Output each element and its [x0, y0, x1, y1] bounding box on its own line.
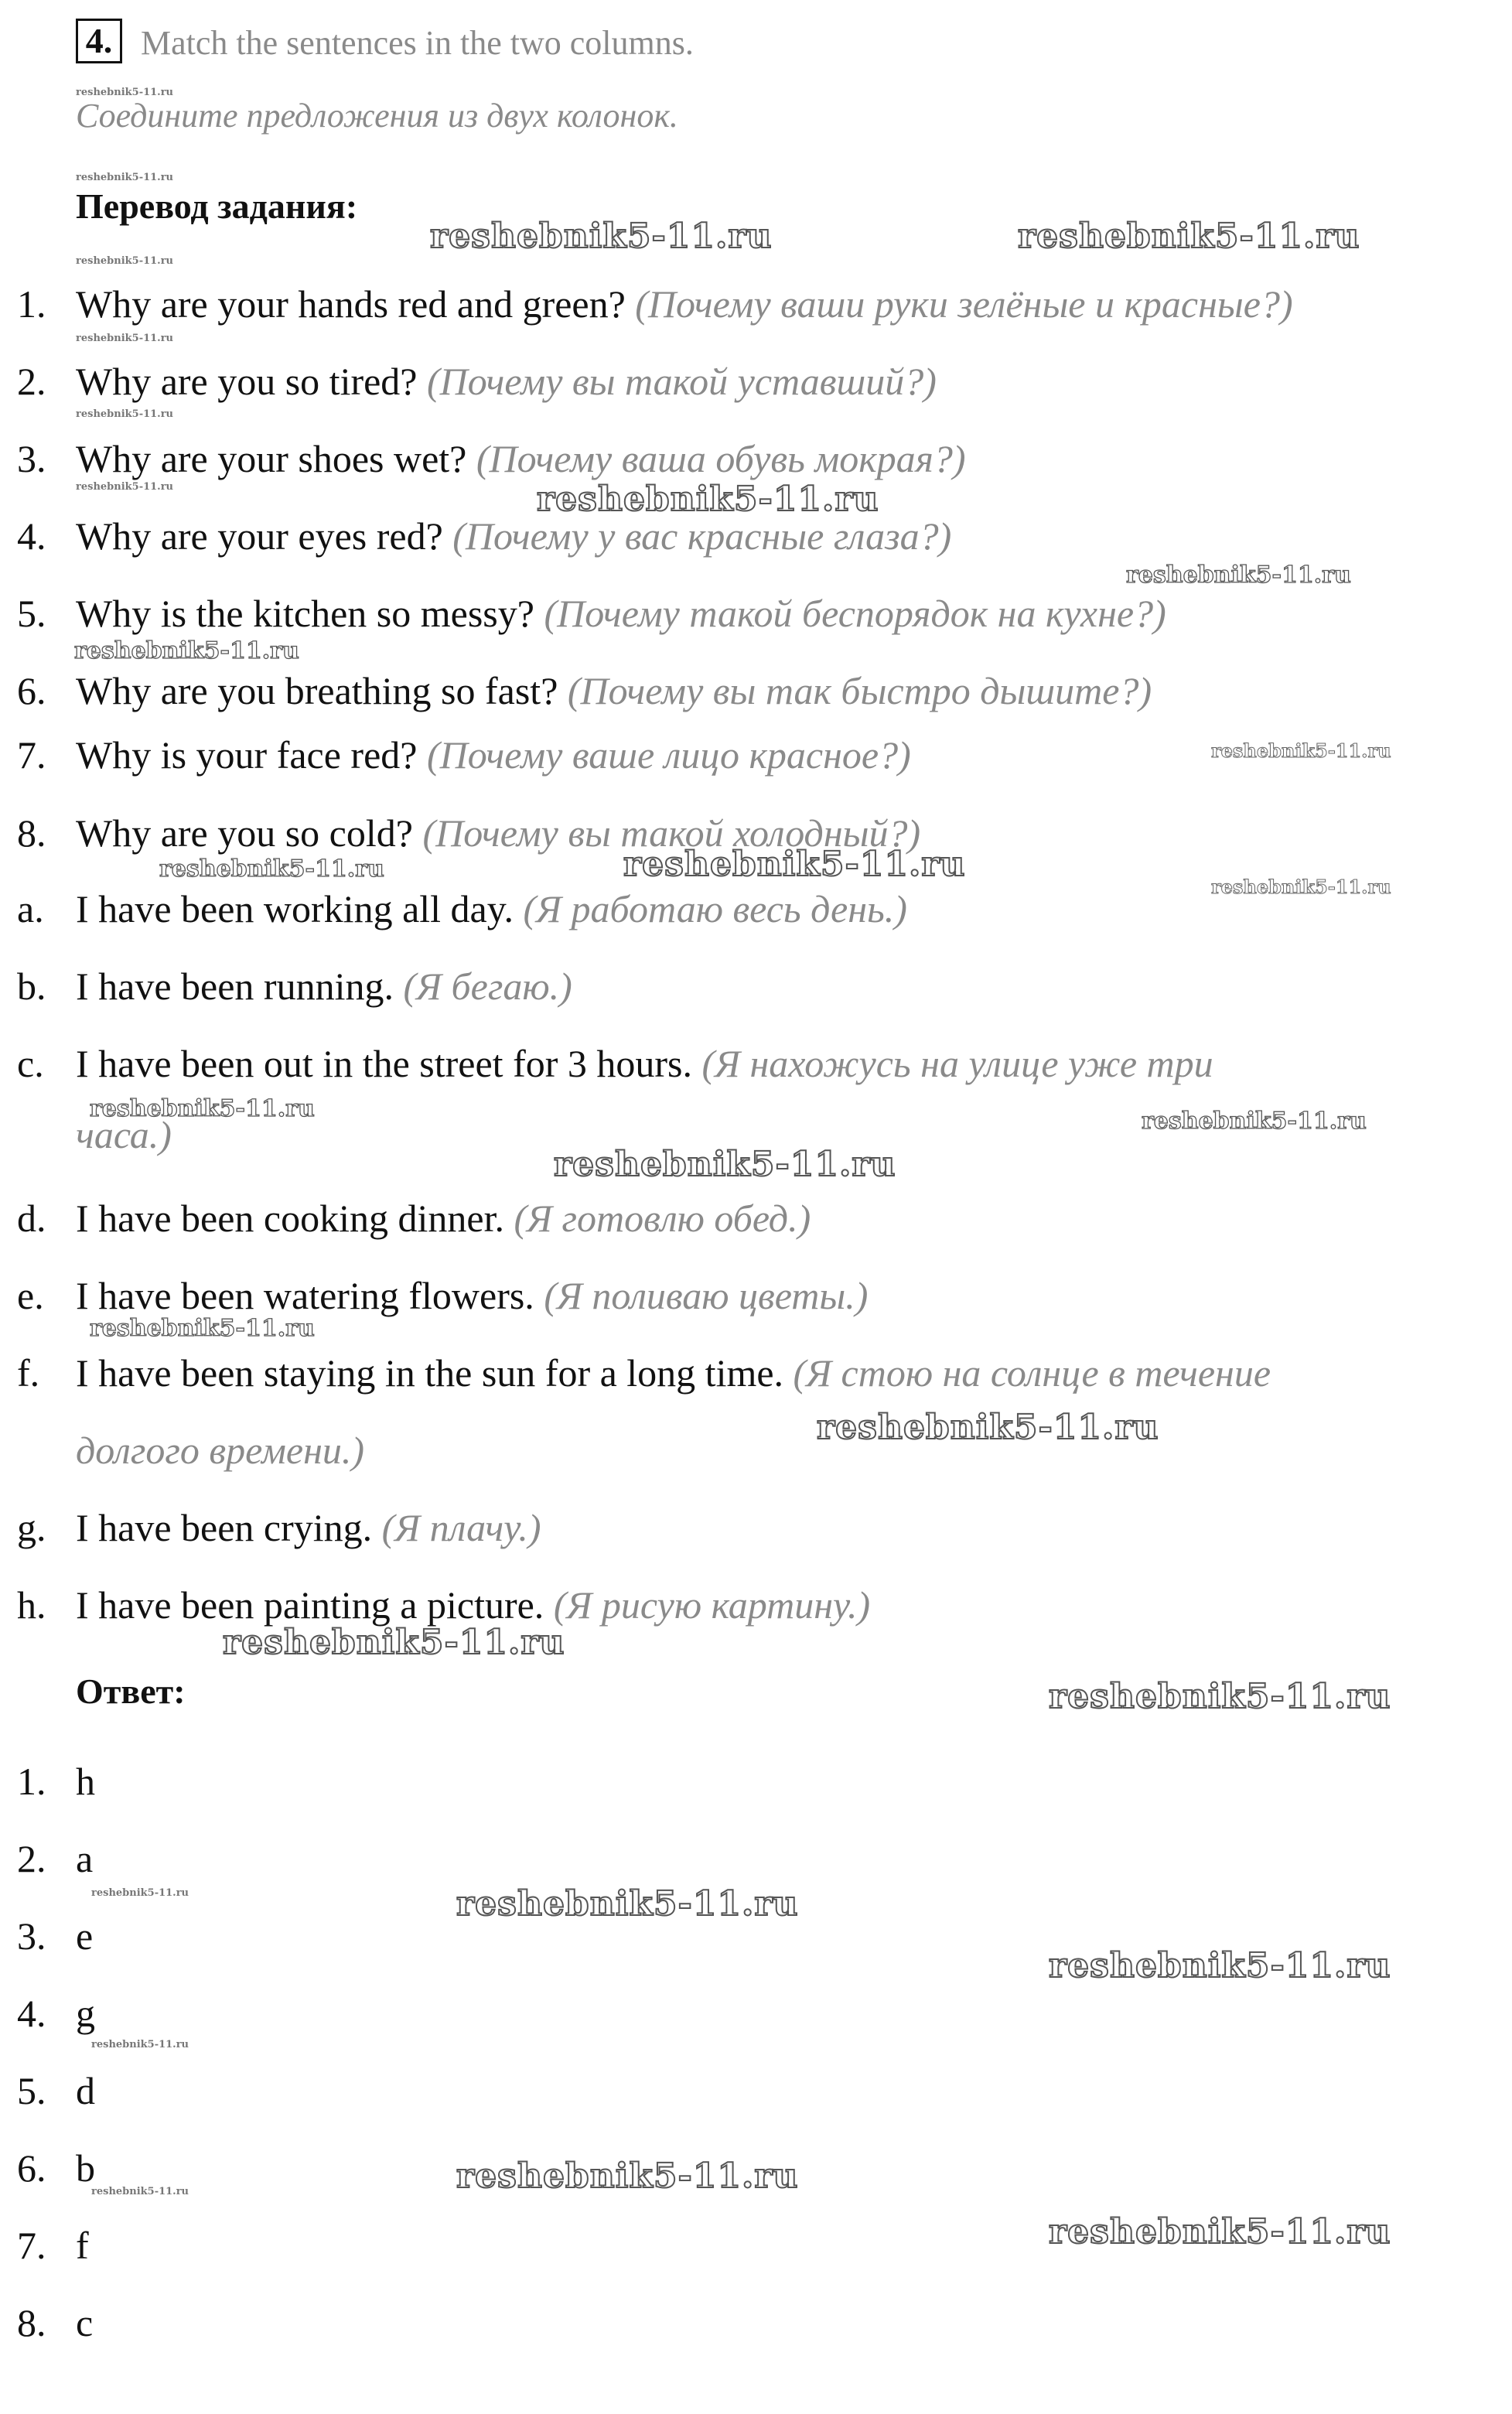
question-ru: (Почему ваша обувь мокрая?)	[476, 437, 966, 480]
question-marker: 3.	[17, 437, 46, 480]
response-ru: (Я стою на солнце в течение	[793, 1351, 1271, 1395]
answer-value: a	[76, 1837, 94, 1880]
question-ru: (Почему ваше лицо красное?)	[426, 733, 911, 777]
question-ru: (Почему вы такой уставший?)	[427, 360, 937, 403]
watermark: reshebnik5-11.ru	[456, 2156, 799, 2196]
watermark: reshebnik5-11.ru	[74, 637, 299, 664]
watermark: reshebnik5-11.ru	[1049, 1677, 1391, 1716]
translation-heading: Перевод задания:	[76, 186, 358, 226]
question-en: Why are you so tired?	[76, 360, 418, 403]
question-ru: (Почему вы такой холодный?)	[422, 811, 921, 855]
watermark: reshebnik5-11.ru	[1049, 2212, 1391, 2252]
watermark: reshebnik5-11.ru	[1211, 876, 1391, 898]
answer-value: d	[76, 2069, 95, 2112]
question-en: Why are your hands red and green?	[76, 282, 626, 326]
response-ru: (Я работаю весь день.)	[523, 887, 907, 930]
watermark: reshebnik5-11.ru	[91, 2186, 189, 2197]
watermark: reshebnik5-11.ru	[554, 1145, 896, 1184]
response-en: I have been staying in the sun for a long time.	[76, 1351, 784, 1395]
watermark: reshebnik5-11.ru	[430, 217, 773, 256]
response-marker: b.	[17, 965, 46, 1008]
watermark: reshebnik5-11.ru	[1049, 1946, 1391, 1985]
watermark: reshebnik5-11.ru	[1211, 739, 1391, 762]
response-ru: (Я нахожусь на улице уже три	[701, 1042, 1213, 1085]
response-en: I have been running.	[76, 965, 394, 1008]
response-en: I have been out in the street for 3 hours.	[76, 1042, 692, 1085]
question-en: Why are your eyes red?	[76, 514, 443, 558]
response-ru: (Я плачу.)	[381, 1506, 541, 1549]
question-marker: 7.	[17, 733, 46, 777]
watermark: reshebnik5-11.ru	[623, 845, 966, 884]
watermark: reshebnik5-11.ru	[76, 408, 174, 420]
question-en: Why are your shoes wet?	[76, 437, 467, 480]
answer-marker: 8.	[17, 2301, 46, 2344]
response-ru: (Я бегаю.)	[403, 965, 572, 1008]
watermark: reshebnik5-11.ru	[223, 1623, 565, 1662]
response-ru: (Я поливаю цветы.)	[544, 1274, 869, 1317]
answer-marker: 4.	[17, 1992, 46, 2035]
response-ru: (Я готовлю обед.)	[514, 1197, 811, 1240]
watermark: reshebnik5-11.ru	[76, 481, 174, 493]
answer-value: g	[76, 1992, 95, 2035]
response-ru-continuation: часа.)	[76, 1113, 172, 1156]
watermark: reshebnik5-11.ru	[1018, 217, 1360, 256]
response-marker: e.	[17, 1274, 44, 1317]
question-marker: 8.	[17, 811, 46, 855]
watermark: reshebnik5-11.ru	[1126, 562, 1351, 589]
question-marker: 6.	[17, 669, 46, 712]
answer-marker: 2.	[17, 1837, 46, 1880]
watermark: reshebnik5-11.ru	[76, 255, 174, 267]
answer-marker: 7.	[17, 2224, 46, 2267]
response-ru: (Я рисую картину.)	[553, 1583, 871, 1627]
answer-value: f	[76, 2224, 89, 2267]
watermark: reshebnik5-11.ru	[537, 480, 879, 519]
task-instruction-ru: Соедините предложения из двух колонок.	[76, 97, 678, 135]
watermark: reshebnik5-11.ru	[159, 855, 384, 883]
question-marker: 4.	[17, 514, 46, 558]
watermark: reshebnik5-11.ru	[91, 2039, 189, 2050]
question-marker: 2.	[17, 360, 46, 403]
question-en: Why are you so cold?	[76, 811, 413, 855]
response-marker: g.	[17, 1506, 46, 1549]
question-ru: (Почему вы так быстро дышите?)	[567, 669, 1152, 712]
task-number-box: 4.	[76, 19, 122, 63]
watermark: reshebnik5-11.ru	[90, 1095, 315, 1122]
question-en: Why are you breathing so fast?	[76, 669, 558, 712]
response-en: I have been watering flowers.	[76, 1274, 534, 1317]
question-marker: 1.	[17, 282, 46, 326]
watermark: reshebnik5-11.ru	[456, 1884, 799, 1924]
response-marker: h.	[17, 1583, 46, 1627]
response-en: I have been cooking dinner.	[76, 1197, 504, 1240]
question-ru: (Почему такой беспорядок на кухне?)	[544, 592, 1166, 635]
response-en: I have been crying.	[76, 1506, 373, 1549]
answer-heading: Ответ:	[76, 1671, 186, 1711]
answer-value: c	[76, 2301, 94, 2344]
answer-marker: 1.	[17, 1760, 46, 1803]
question-ru: (Почему у вас красные глаза?)	[452, 514, 952, 558]
answer-value: e	[76, 1914, 94, 1958]
watermark: reshebnik5-11.ru	[76, 87, 174, 98]
watermark: reshebnik5-11.ru	[76, 172, 174, 183]
response-marker: f.	[17, 1351, 40, 1395]
watermark: reshebnik5-11.ru	[91, 1887, 189, 1899]
watermark: reshebnik5-11.ru	[817, 1408, 1159, 1447]
answer-value: h	[76, 1760, 95, 1803]
response-marker: c.	[17, 1042, 44, 1085]
question-ru: (Почему ваши руки зелёные и красные?)	[635, 282, 1293, 326]
watermark: reshebnik5-11.ru	[1142, 1108, 1367, 1135]
answer-marker: 3.	[17, 1914, 46, 1958]
response-en: I have been working all day.	[76, 887, 514, 930]
watermark: reshebnik5-11.ru	[90, 1315, 315, 1342]
watermark: reshebnik5-11.ru	[76, 333, 174, 344]
answer-marker: 5.	[17, 2069, 46, 2112]
question-en: Why is your face red?	[76, 733, 418, 777]
response-en: I have been painting a picture.	[76, 1583, 544, 1627]
task-instruction-en: Match the sentences in the two columns.	[141, 24, 694, 62]
question-marker: 5.	[17, 592, 46, 635]
response-marker: a.	[17, 887, 44, 930]
answer-value: b	[76, 2146, 95, 2190]
response-ru-continuation: долгого времени.)	[76, 1429, 365, 1472]
response-marker: d.	[17, 1197, 46, 1240]
question-en: Why is the kitchen so messy?	[76, 592, 534, 635]
answer-marker: 6.	[17, 2146, 46, 2190]
